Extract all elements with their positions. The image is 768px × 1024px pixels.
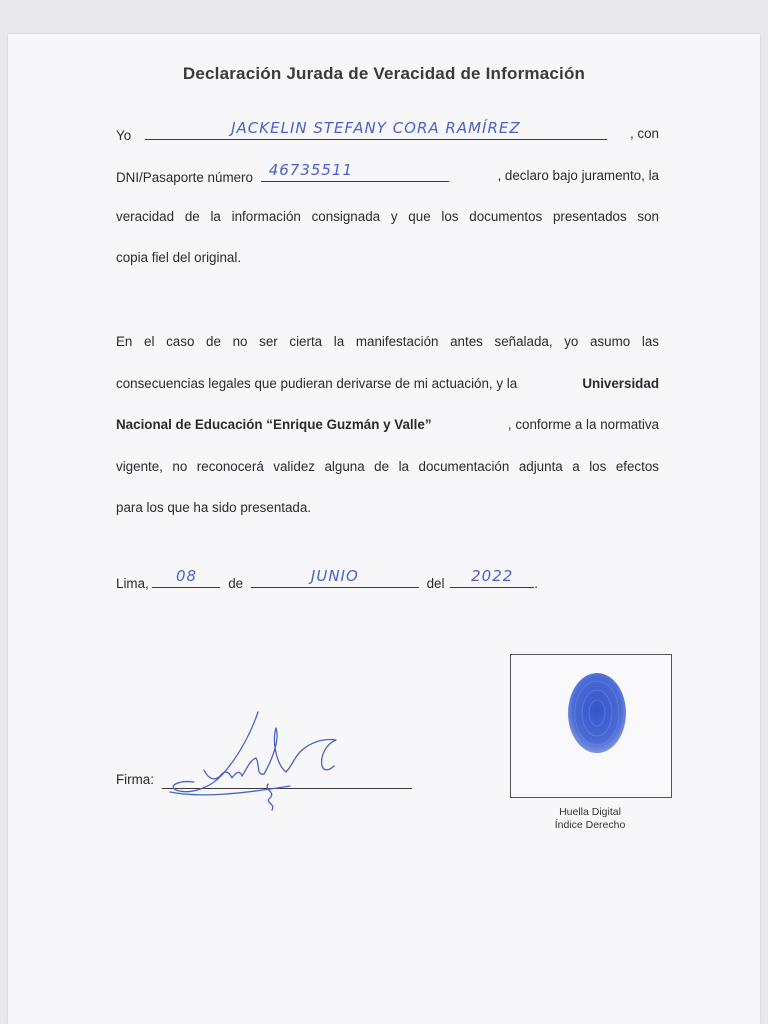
paragraph2-line3-normal: , conforme a la normativa (507, 417, 659, 432)
yo-label: Yo (116, 128, 132, 143)
con-label: , con (629, 126, 659, 141)
name-field (145, 119, 607, 140)
dni-field (261, 161, 449, 182)
day-field (152, 567, 220, 588)
handwritten-day: 08 (175, 567, 198, 585)
dni-rest: , declaro bajo juramento, la (497, 168, 659, 183)
handwritten-dni: 46735511 (268, 161, 354, 179)
de-label: de (228, 576, 244, 591)
city-label: Lima, (116, 576, 149, 591)
paragraph2-line4: vigente, no reconocerá validez alguna de la documentación adjunta a los efectos (116, 459, 659, 474)
handwritten-name: JACKELIN STEFANY CORA RAMÍREZ (231, 119, 521, 137)
fingerprint-label-line2: Índice Derecho (554, 819, 626, 831)
date-end: . (534, 576, 538, 591)
paragraph1-line4: copia fiel del original. (116, 250, 242, 265)
university-name-part1: Universidad (582, 376, 659, 391)
date-line (116, 567, 659, 594)
fingerprint-label-line1: Huella Digital (559, 806, 621, 818)
firma-label: Firma: (116, 772, 154, 787)
handwritten-signature (160, 700, 360, 825)
dni-line (116, 161, 659, 188)
paragraph1-line3: veracidad de la información consignada y que los documentos presentados son (116, 209, 659, 224)
handwritten-month: JUNIO (310, 567, 359, 585)
document-title: Declaración Jurada de Veracidad de Información (182, 64, 586, 83)
paragraph2-line2-normal: consecuencias legales que pudieran derivarse de mi actuación, y la (116, 376, 518, 391)
dni-label: DNI/Pasaporte número (116, 170, 253, 185)
paragraph2-line3 (116, 415, 659, 435)
paragraph2-line1: En el caso de no ser cierta la manifestación antes señalada, yo asumo las (116, 334, 659, 349)
fingerprint-icon (511, 655, 671, 797)
university-name-part2: Nacional de Educación “Enrique Guzmán y Valle” (116, 417, 432, 432)
del-label: del (426, 576, 445, 591)
handwritten-year: 2022 (471, 567, 514, 585)
fingerprint-box (510, 654, 672, 798)
fingerprint-label (510, 806, 670, 832)
paragraph2-line2 (116, 374, 659, 394)
year-field (450, 567, 534, 588)
month-field (251, 567, 419, 588)
declarant-name-line (116, 119, 659, 146)
paragraph2-line5: para los que ha sido presentada. (116, 500, 312, 515)
